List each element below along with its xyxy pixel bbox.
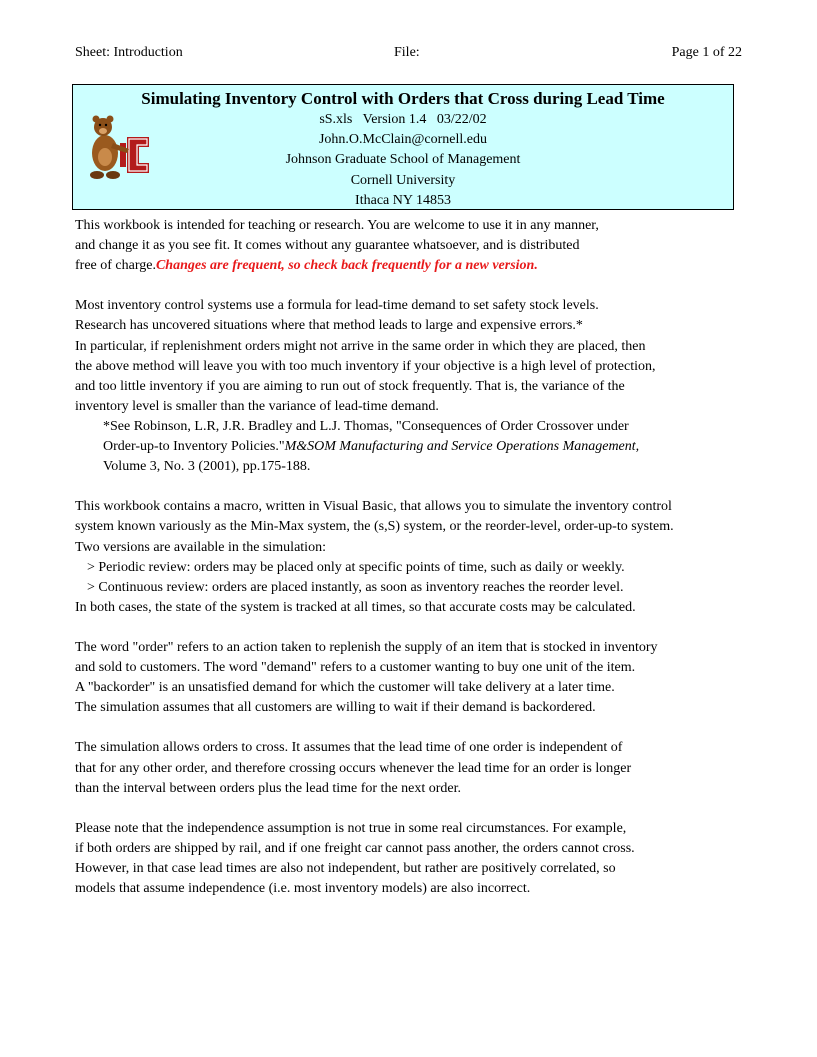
reference-line: *See Robinson, L.R, J.R. Bradley and L.J. Thomas, "Consequences of Order Crossover under [103, 418, 629, 434]
paragraph-line: Two versions are available in the simulation: [75, 539, 326, 555]
sheet-name-header: Sheet: Introduction [75, 45, 183, 60]
university-name: Cornell University [350, 172, 456, 188]
version-line: sS.xls Version 1.4 03/22/02 [319, 112, 487, 127]
intro-text: free of charge. [75, 258, 156, 274]
paragraph-line: A "backorder" is an unsatisfied demand for which the customer will take delivery at a later time. [75, 680, 615, 696]
paragraph-line: The simulation assumes that all customers are willing to wait if their demand is backordered. [75, 700, 596, 716]
intro-line: This workbook is intended for teaching or research. You are welcome to use it in any manner, [75, 218, 599, 233]
paragraph-line: In both cases, the state of the system is tracked at all times, so that accurate costs may be calculated. [75, 599, 636, 615]
school-name: Johnson Graduate School of Management [285, 152, 521, 168]
document-body [75, 216, 755, 899]
paragraph-line: This workbook contains a macro, written in Visual Basic, that allows you to simulate the inventory control [75, 499, 672, 515]
title-box [72, 84, 734, 210]
paragraph-line: and too little inventory if you are aiming to run out of stock frequently. That is, the variance of the [75, 378, 625, 394]
paragraph-line: that for any other order, and therefore crossing occurs whenever the lead time for an order is longer [75, 760, 632, 776]
paragraph-line: The word "order" refers to an action taken to replenish the supply of an item that is stocked in inventory [75, 639, 658, 655]
paragraph-line: system known variously as the Min-Max system, the (s,S) system, or the reorder-level, order-up-to system. [75, 519, 674, 535]
journal-name: M&SOM Manufacturing and Service Operations Management, [284, 439, 640, 455]
update-notice: Changes are frequent, so check back frequently for a new version. [155, 258, 538, 274]
paragraph-line: the above method will leave you with too much inventory if your objective is a high level of protection, [75, 358, 656, 374]
file-name-header: File: [394, 45, 420, 60]
page-number-header: Page 1 of 22 [671, 45, 742, 60]
paragraph-line: The simulation allows orders to cross. It assumes that the lead time of one order is independent of [75, 740, 623, 756]
paragraph-line: Please note that the independence assumption is not true in some real circumstances. For example, [75, 820, 627, 836]
city-line: Ithaca NY 14853 [355, 192, 451, 208]
paragraph-line: if both orders are shipped by rail, and if one freight car cannot pass another, the orders cannot cross. [75, 840, 635, 856]
paragraph-line: than the interval between orders plus the lead time for the next order. [75, 780, 462, 796]
document-title: Simulating Inventory Control with Orders that Cross during Lead Time [141, 89, 665, 108]
bullet-item: > Periodic review: orders may be placed only at specific points of time, such as daily or weekly. [87, 559, 625, 575]
intro-line: and change it as you see fit. It comes without any guarantee whatsoever, and is distributed [75, 238, 580, 254]
paragraph-line: and sold to customers. The word "demand" refers to a customer wanting to buy one unit of the item. [75, 660, 636, 676]
paragraph-line: In particular, if replenishment orders might not arrive in the same order in which they are placed, then [75, 338, 646, 354]
bullet-item: > Continuous review: orders are placed instantly, as soon as inventory reaches the reorder level. [87, 579, 624, 595]
reference-line: Volume 3, No. 3 (2001), pp.175-188. [103, 459, 311, 475]
paragraph-line: models that assume independence (i.e. most inventory models) are also incorrect. [75, 881, 531, 897]
paragraph-line: However, in that case lead times are also not independent, but rather are positively correlated, so [75, 861, 616, 876]
paragraph-line: Most inventory control systems use a formula for lead-time demand to set safety stock levels. [75, 298, 599, 314]
author-email: John.O.McClain@cornell.edu [318, 132, 488, 148]
intro-line [75, 256, 755, 276]
reference-line [75, 437, 755, 457]
reference-text: Order-up-to Inventory Policies." [103, 439, 285, 455]
paragraph-line: Research has uncovered situations where that method leads to large and expensive errors.* [75, 318, 583, 334]
paragraph-line: inventory level is smaller than the variance of lead-time demand. [75, 398, 439, 414]
